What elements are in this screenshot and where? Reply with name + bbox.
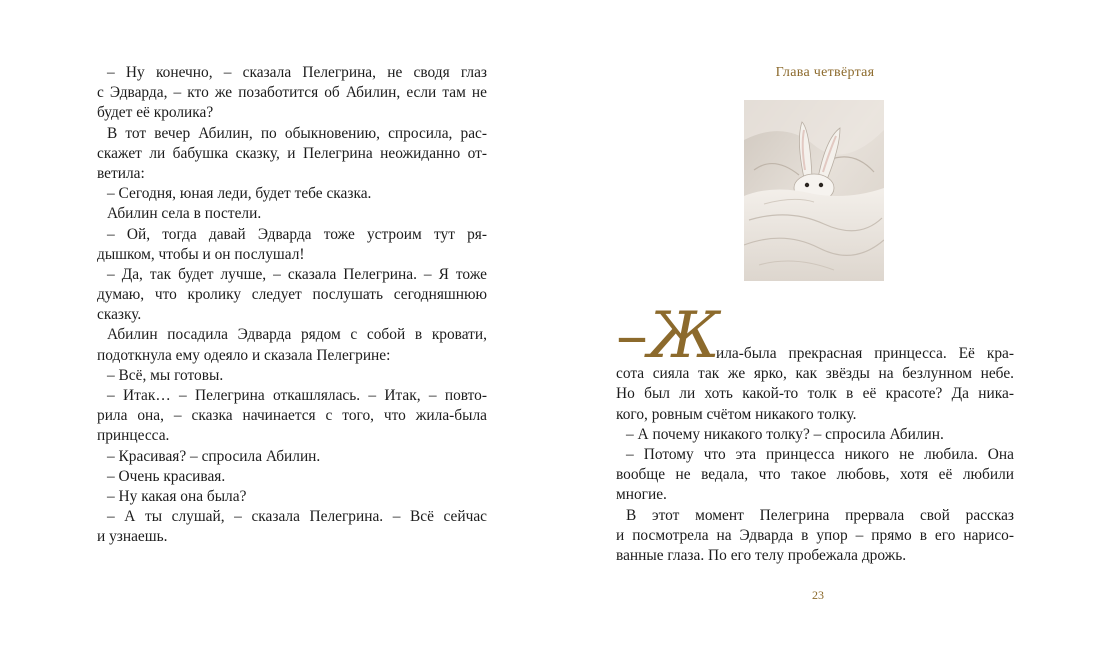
text-line: – Да, так будет лучше, – сказала Пелегрина. – Я тоже	[107, 265, 487, 283]
text-line: многие.	[616, 486, 667, 504]
drop-cap-letter: Ж	[648, 299, 720, 373]
text-line: – Потому что эта принцесса никого не любила. Она	[626, 445, 1014, 463]
text-line: – Ну конечно, – сказала Пелегрина, не сводя глаз	[107, 64, 487, 81]
text-line: думаю, что кролику следует послушать сегодняшнюю	[97, 286, 487, 304]
text-line: сота сияла так же ярко, как звёзды на безлунном небе.	[616, 365, 1014, 383]
text-line: будет её кролика?	[97, 104, 214, 122]
text-line: Абилин села в постели.	[107, 205, 262, 223]
text-line: принцесса.	[97, 427, 170, 445]
text-line: – Красивая? – спросила Абилин.	[107, 447, 321, 465]
text-line: – Ну какая она была?	[107, 487, 247, 505]
drop-cap-dash: –	[616, 299, 648, 373]
text-line: Абилин посадила Эдварда рядом с собой в кровати,	[107, 326, 487, 344]
right-page-text	[616, 344, 1014, 566]
text-line: дышком, чтобы и он послушал!	[97, 245, 305, 263]
text-line: – Сегодня, юная леди, будет тебе сказка.	[107, 185, 372, 203]
text-line: скажет ли бабушка сказку, и Пелегрина неожиданно от-	[97, 144, 487, 162]
text-line: – Всё, мы готовы.	[107, 366, 224, 384]
text-line: кого, ровным счётом никакого толку.	[616, 405, 857, 423]
text-line: и посмотрела на Эдварда в упор – прямо в его нарисо-	[616, 526, 1014, 544]
text-line: с Эдварда, – кто же позаботится об Абилин, если там не	[97, 84, 487, 102]
text-line: Но был ли хоть какой-то толк в её красоте? Да ника-	[616, 385, 1014, 403]
text-line: – А почему никакого толку? – спросила Абилин.	[626, 425, 944, 443]
left-page-text	[97, 63, 487, 548]
text-line: – Ой, тогда давай Эдварда тоже устроим тут ря-	[107, 225, 487, 243]
text-line: ванные глаза. По его телу пробежала дрожь.	[616, 546, 907, 564]
text-line: В тот вечер Абилин, по обыкновению, спросила, рас-	[107, 124, 487, 142]
text-line: – Итак… – Пелегрина откашлялась. – Итак, – повто-	[107, 387, 487, 404]
text-line: рила она, – сказка начинается с того, что жила-была	[97, 407, 487, 425]
page-number: 23	[812, 588, 824, 602]
chapter-title: Глава четвёртая	[775, 65, 875, 80]
text-line: – А ты слушай, – сказала Пелегрина. – Всё сейчас	[107, 508, 487, 526]
text-line: ветила:	[97, 164, 145, 182]
right-page	[550, 0, 1100, 663]
text-line: В этот момент Пелегрина прервала свой рассказ	[626, 506, 1014, 524]
text-line: подоткнула ему одеяло и сказала Пелегрине:	[97, 346, 391, 364]
text-line: ила-была прекрасная принцесса. Её кра-	[716, 345, 1014, 362]
text-line: – Очень красивая.	[107, 467, 226, 485]
bunny-in-bed-illustration	[744, 100, 884, 281]
text-line: сказку.	[97, 306, 142, 324]
text-line: и узнаешь.	[97, 528, 168, 546]
text-line: вообще не ведала, что такое любовь, хотя её любили	[616, 466, 1014, 484]
